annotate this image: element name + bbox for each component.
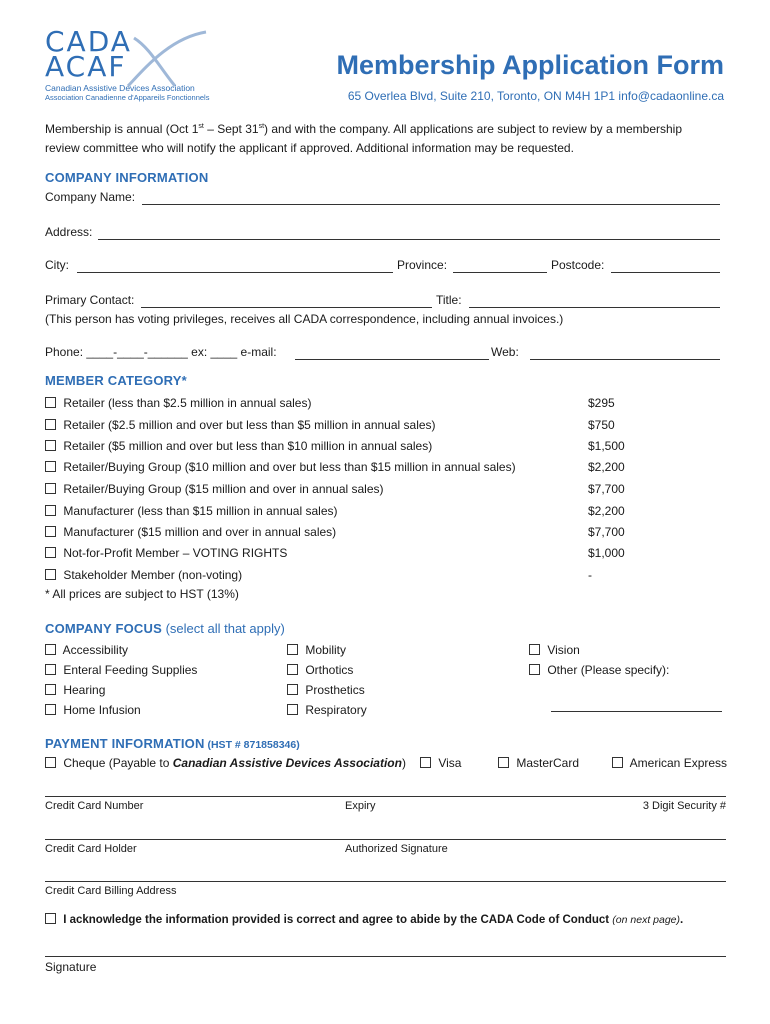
- checkbox[interactable]: [45, 526, 56, 537]
- focus-item[interactable]: Vision: [529, 643, 580, 657]
- category-price: -: [588, 568, 592, 582]
- category-item[interactable]: Manufacturer (less than $15 million in annual sales): [45, 504, 338, 518]
- intro-line-2: review committee who will notify the applicant if approved. Additional information may be requested.: [45, 141, 574, 155]
- acknowledge-option[interactable]: I acknowledge the information provided is correct and agree to abide by the CADA Code of Conduct (on next page).: [45, 913, 683, 926]
- logo-acaf: ACAF: [45, 50, 127, 83]
- ext-field[interactable]: ____: [210, 345, 238, 359]
- cc-number-label: Credit Card Number: [45, 800, 144, 812]
- signature-line[interactable]: [45, 956, 726, 957]
- checkbox[interactable]: [612, 757, 623, 768]
- checkbox[interactable]: [529, 664, 540, 675]
- checkbox[interactable]: [45, 684, 56, 695]
- logo-org-fr: Association Canadienne d'Appareils Fonctionnels: [45, 93, 210, 102]
- focus-item[interactable]: Hearing: [45, 683, 105, 697]
- billing-line[interactable]: [45, 881, 726, 882]
- title-field[interactable]: [469, 307, 720, 308]
- checkbox[interactable]: [287, 684, 298, 695]
- visa-option[interactable]: Visa: [420, 756, 461, 770]
- checkbox[interactable]: [45, 505, 56, 516]
- province-field[interactable]: [453, 272, 547, 273]
- category-price: $2,200: [588, 504, 625, 518]
- ext-label: ex:: [187, 345, 211, 359]
- hst-note: * All prices are subject to HST (13%): [45, 587, 239, 601]
- category-price: $1,000: [588, 546, 625, 560]
- title-label: Title:: [436, 293, 462, 307]
- phone-row: [45, 345, 277, 359]
- focus-item[interactable]: Orthotics: [287, 663, 353, 677]
- checkbox[interactable]: [45, 704, 56, 715]
- checkbox[interactable]: [45, 569, 56, 580]
- address-label: Address:: [45, 225, 93, 239]
- checkbox[interactable]: [287, 664, 298, 675]
- checkbox[interactable]: [45, 757, 56, 768]
- web-label: Web:: [491, 345, 519, 359]
- other-specify-field[interactable]: [551, 711, 722, 712]
- billing-address-label: Credit Card Billing Address: [45, 885, 177, 897]
- focus-item[interactable]: Other (Please specify):: [529, 663, 669, 677]
- logo-org-en: Canadian Assistive Devices Association: [45, 83, 195, 93]
- company-name-field[interactable]: [142, 204, 720, 205]
- primary-contact-label: Primary Contact:: [45, 293, 135, 307]
- member-category-heading: MEMBER CATEGORY*: [45, 373, 187, 388]
- payment-heading: PAYMENT INFORMATION (HST # 871858346): [45, 736, 300, 751]
- expiry-label: Expiry: [345, 800, 376, 812]
- intro-line-1: Membership is annual (Oct 1st – Sept 31st) and with the company. All applications are subject to review by a membership: [45, 122, 683, 136]
- org-address: 65 Overlea Blvd, Suite 210, Toronto, ON M4H 1P1 info@cadaonline.ca: [347, 89, 724, 103]
- email-field[interactable]: [295, 359, 489, 360]
- checkbox[interactable]: [498, 757, 509, 768]
- category-price: $295: [588, 396, 615, 410]
- focus-item[interactable]: Prosthetics: [287, 683, 365, 697]
- checkbox[interactable]: [45, 461, 56, 472]
- category-item[interactable]: Retailer (less than $2.5 million in annual sales): [45, 396, 311, 410]
- focus-item[interactable]: Home Infusion: [45, 703, 141, 717]
- category-item[interactable]: Retailer ($2.5 million and over but less than $5 million in annual sales): [45, 418, 436, 432]
- category-item[interactable]: Retailer ($5 million and over but less than $10 million in annual sales): [45, 439, 432, 453]
- category-price: $1,500: [588, 439, 625, 453]
- focus-item[interactable]: Mobility: [287, 643, 346, 657]
- company-info-heading: COMPANY INFORMATION: [45, 170, 209, 185]
- cc-holder-line[interactable]: [45, 839, 726, 840]
- logo-cada: CADA: [45, 25, 132, 58]
- checkbox[interactable]: [45, 547, 56, 558]
- focus-item[interactable]: Enteral Feeding Supplies: [45, 663, 197, 677]
- phone-label: Phone:: [45, 345, 87, 359]
- category-item[interactable]: Not-for-Profit Member – VOTING RIGHTS: [45, 546, 287, 560]
- checkbox[interactable]: [45, 419, 56, 430]
- checkbox[interactable]: [45, 440, 56, 451]
- category-item[interactable]: Retailer/Buying Group ($15 million and over in annual sales): [45, 482, 384, 496]
- page-title: Membership Application Form: [336, 50, 724, 80]
- web-field[interactable]: [530, 359, 720, 360]
- cc-holder-label: Credit Card Holder: [45, 843, 137, 855]
- city-field[interactable]: [77, 272, 393, 273]
- company-name-label: Company Name:: [45, 190, 136, 204]
- phone-field[interactable]: ____-____-______: [86, 345, 188, 359]
- checkbox[interactable]: [45, 664, 56, 675]
- city-label: City:: [45, 258, 69, 272]
- checkbox[interactable]: [287, 644, 298, 655]
- checkbox[interactable]: [287, 704, 298, 715]
- cc-number-line[interactable]: [45, 796, 726, 797]
- focus-item[interactable]: Respiratory: [287, 703, 367, 717]
- checkbox[interactable]: [45, 913, 56, 924]
- category-item[interactable]: Stakeholder Member (non-voting): [45, 568, 242, 582]
- checkbox[interactable]: [45, 483, 56, 494]
- category-price: $7,700: [588, 482, 625, 496]
- authorized-signature-label: Authorized Signature: [345, 843, 448, 855]
- security-label: 3 Digit Security #: [642, 800, 726, 812]
- category-item[interactable]: Manufacturer ($15 million and over in annual sales): [45, 525, 336, 539]
- amex-option[interactable]: American Express: [612, 756, 727, 770]
- primary-contact-field[interactable]: [141, 307, 432, 308]
- address-field[interactable]: [98, 239, 720, 240]
- focus-item[interactable]: Accessibility: [45, 643, 128, 657]
- checkbox[interactable]: [420, 757, 431, 768]
- category-price: $2,200: [588, 460, 625, 474]
- mastercard-option[interactable]: MasterCard: [498, 756, 579, 770]
- company-focus-heading: COMPANY FOCUS (select all that apply): [45, 621, 285, 636]
- category-price: $750: [588, 418, 615, 432]
- province-label: Province:: [397, 258, 448, 272]
- checkbox[interactable]: [45, 397, 56, 408]
- email-label: e-mail:: [237, 345, 277, 359]
- postcode-label: Postcode:: [551, 258, 605, 272]
- checkbox[interactable]: [529, 644, 540, 655]
- category-price: $7,700: [588, 525, 625, 539]
- primary-contact-note: (This person has voting privileges, receives all CADA correspondence, including annual invoices.): [45, 312, 564, 326]
- category-item[interactable]: Retailer/Buying Group ($10 million and over but less than $15 million in annual sales): [45, 460, 516, 474]
- checkbox[interactable]: [45, 644, 56, 655]
- postcode-field[interactable]: [611, 272, 720, 273]
- signature-label: Signature: [45, 960, 97, 974]
- cheque-option[interactable]: Cheque (Payable to Canadian Assistive Devices Association): [45, 756, 406, 770]
- logo-swoosh-icon: [120, 28, 210, 90]
